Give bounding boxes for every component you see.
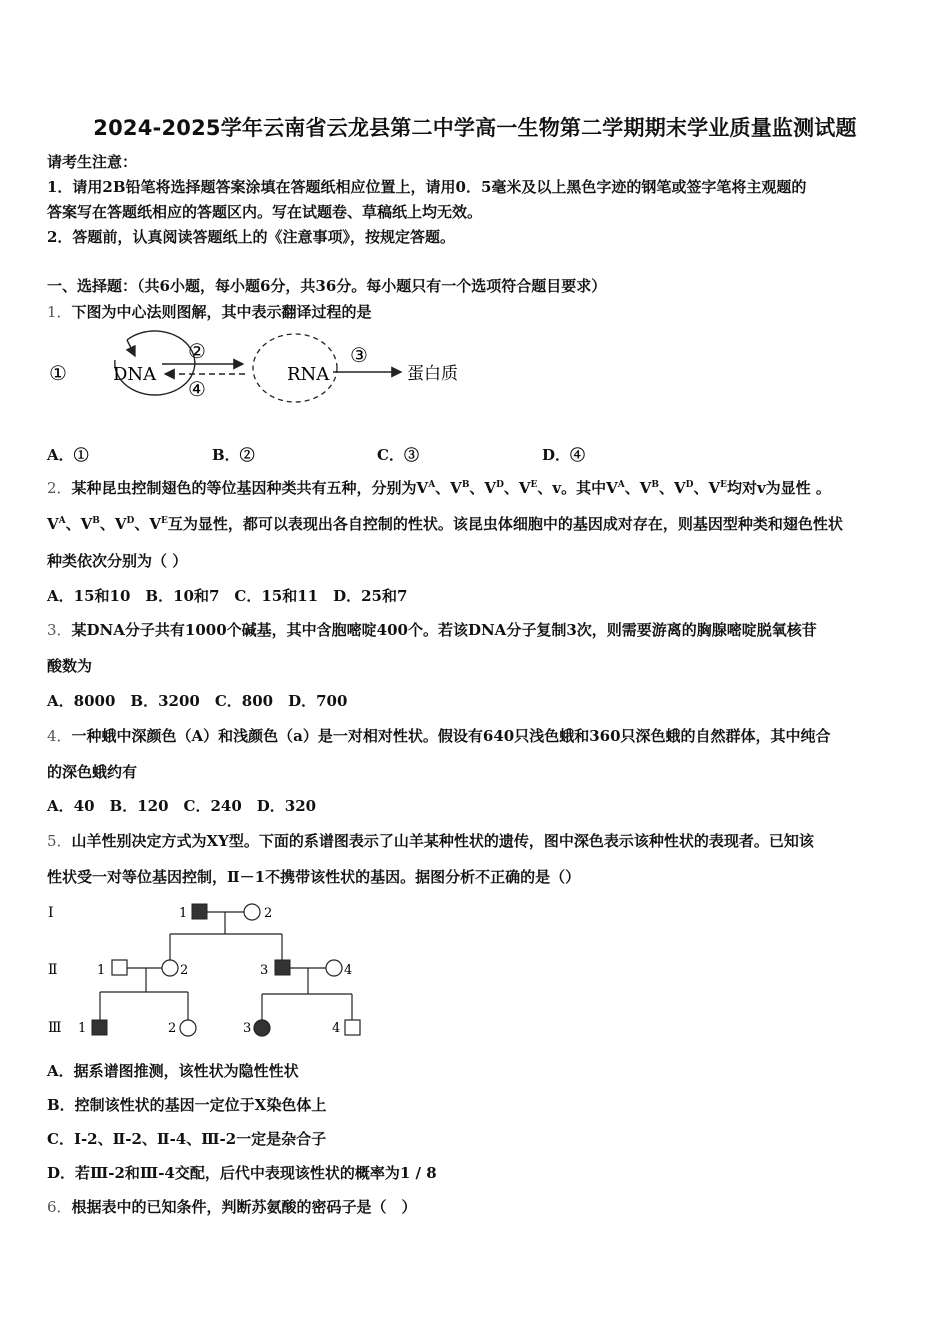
label-circle-2: ② — [188, 339, 206, 363]
q5-option-d: D．若Ⅲ-2和Ⅲ-4交配，后代中表现该性状的概率为1 / 8 — [47, 1164, 437, 1182]
q3-options: A．8000 B．3200 C．800 D．700 — [47, 692, 348, 710]
q4-text: 一种蛾中深颜色（A）和浅颜色（a）是一对相对性状。假设有640只浅色蛾和360只深色蛾的自然群体，其中纯合 — [71, 727, 831, 745]
ii-3-label: 3 — [260, 963, 269, 978]
q5-option-b: B．控制该性状的基因一定位于X染色体上 — [47, 1096, 327, 1114]
ii-4-female — [326, 960, 342, 976]
iii-3-affected-female — [254, 1020, 270, 1036]
sup-d: D — [496, 480, 504, 490]
sup-b: B — [651, 480, 659, 490]
ii-2-female — [162, 960, 178, 976]
gen-label-iii: Ⅲ — [48, 1020, 62, 1036]
i-2-label: 2 — [264, 906, 273, 921]
replication-arrowhead — [127, 340, 135, 356]
ii-4-label: 4 — [344, 963, 353, 978]
sup-a: A — [617, 480, 625, 490]
question-2-line-2 — [47, 514, 843, 534]
ii-3-affected-male — [275, 960, 290, 975]
section-heading: 一、选择题：（共6小题，每小题6分，共36分。每小题只有一个选项符合题目要求） — [47, 277, 607, 295]
question-number: 3． — [47, 621, 72, 639]
sep: 、 — [537, 479, 553, 497]
q1-option-a: A．① — [47, 446, 89, 464]
gen-label-i: Ⅰ — [48, 905, 54, 921]
label-circle-1: ① — [49, 361, 67, 385]
q4-options: A．40 B．120 C．240 D．320 — [47, 797, 317, 815]
question-4-line-1 — [47, 726, 831, 746]
question-5-line-2: 性状受一对等位基因控制，Ⅱ－1不携带该性状的基因。据图分析不正确的是（） — [47, 868, 581, 886]
sep: 、V — [65, 515, 93, 533]
notice-line-1: 1．请用2B铅笔将选择题答案涂填在答题纸相应位置上，请用0．5毫米及以上黑色字迹的钢笔或签字笔将主观题的 — [47, 178, 807, 196]
sup-d: D — [126, 516, 135, 526]
question-number: 6． — [47, 1198, 72, 1216]
sup-b: B — [461, 480, 470, 490]
sup-e: E — [720, 480, 727, 490]
q6-text: 根据表中的已知条件，判断苏氨酸的密码子是（ ） — [71, 1198, 417, 1216]
i-1-label: 1 — [179, 906, 188, 921]
sup-b: B — [92, 516, 100, 526]
question-1 — [47, 302, 372, 322]
iii-4-male — [345, 1020, 360, 1035]
iii-2-label: 2 — [168, 1021, 177, 1036]
ii-1-label: 1 — [97, 963, 106, 978]
q2-text: v。其中V — [552, 479, 618, 497]
iii-2-female — [180, 1020, 196, 1036]
sep: 、V — [469, 479, 497, 497]
q2-options: A．15和10 B．10和7 C．15和11 D．25和7 — [47, 587, 408, 605]
iii-3-label: 3 — [243, 1021, 252, 1036]
question-4-line-2: 的深色蛾约有 — [47, 763, 138, 781]
sep: 、V — [503, 479, 531, 497]
question-stem: 下图为中心法则图解，其中表示翻译过程的是 — [71, 303, 372, 321]
q3-text: 某DNA分子共有1000个碱基，其中含胞嘧啶400个。若该DNA分子复制3次，则需要游离的胸腺嘧啶脱氧核苷 — [71, 621, 817, 639]
ii-2-label: 2 — [180, 963, 189, 978]
q5-text: 山羊性别决定方式为XY型。下面的系谱图表示了山羊某种性状的遗传，图中深色表示该种性状的表现者。已知该 — [71, 832, 814, 850]
i-2-female — [244, 904, 260, 920]
sep: 、V — [134, 515, 161, 533]
q5-option-a: A．据系谱图推测，该性状为隐性性状 — [47, 1062, 299, 1080]
question-5-line-1 — [47, 831, 814, 851]
question-2-line-1 — [47, 478, 831, 498]
sep: 、V — [693, 479, 721, 497]
label-dna: DNA — [113, 364, 157, 385]
sup-a: A — [58, 516, 66, 526]
q2-text: V — [47, 515, 59, 533]
q1-option-d: D．④ — [542, 446, 586, 464]
question-6 — [47, 1197, 417, 1217]
question-number: 2． — [47, 479, 72, 497]
question-2-line-3: 种类依次分别为（ ） — [47, 552, 188, 570]
question-3-line-2: 酸数为 — [47, 657, 93, 675]
ii-1-male — [112, 960, 127, 975]
iii-4-label: 4 — [332, 1021, 341, 1036]
sep: 、V — [624, 479, 652, 497]
sup-e: E — [160, 516, 168, 526]
notice-header: 请考生注意： — [47, 153, 138, 171]
q5-option-c: C．I-2、Ⅱ-2、Ⅱ-4、Ⅲ-2一定是杂合子 — [47, 1130, 327, 1148]
label-rna: RNA — [287, 364, 330, 385]
page-title: 2024-2025学年云南省云龙县第二中学高一生物第二学期期末学业质量监测试题 — [93, 116, 857, 140]
question-3-line-1 — [47, 620, 817, 640]
label-circle-3: ③ — [350, 343, 368, 367]
central-dogma-diagram — [45, 330, 475, 410]
notice-line-2: 答案写在答题纸相应的答题区内。写在试题卷、草稿纸上均无效。 — [47, 203, 483, 221]
q2-text: 均对v为显性 。 — [726, 479, 831, 497]
sep: 、V — [435, 479, 462, 497]
label-protein: 蛋白质 — [407, 364, 458, 384]
iii-1-label: 1 — [78, 1021, 87, 1036]
iii-1-affected-male — [92, 1020, 107, 1035]
sup-d: D — [685, 480, 694, 490]
sup-a: A — [428, 480, 436, 490]
sep: 、V — [659, 479, 686, 497]
notice-line-3: 2．答题前，认真阅读答题纸上的《注意事项》，按规定答题。 — [47, 228, 455, 246]
sup-e: E — [530, 480, 538, 490]
q1-option-c: C．③ — [377, 446, 419, 464]
q2-text: 某种昆虫控制翅色的等位基因种类共有五种，分别为V — [71, 479, 429, 497]
question-number: 5． — [47, 832, 72, 850]
sep: 、V — [99, 515, 127, 533]
i-1-affected-male — [192, 904, 207, 919]
pedigree-chart — [40, 898, 380, 1048]
question-number: 1． — [47, 303, 72, 321]
label-circle-4: ④ — [188, 377, 206, 401]
q1-option-b: B．② — [212, 446, 255, 464]
question-number: 4． — [47, 727, 72, 745]
gen-label-ii: Ⅱ — [48, 962, 58, 978]
q2-text: 互为显性，都可以表现出各自控制的性状。该昆虫体细胞中的基因成对存在，则基因型种类和翅色性状 — [167, 515, 843, 533]
